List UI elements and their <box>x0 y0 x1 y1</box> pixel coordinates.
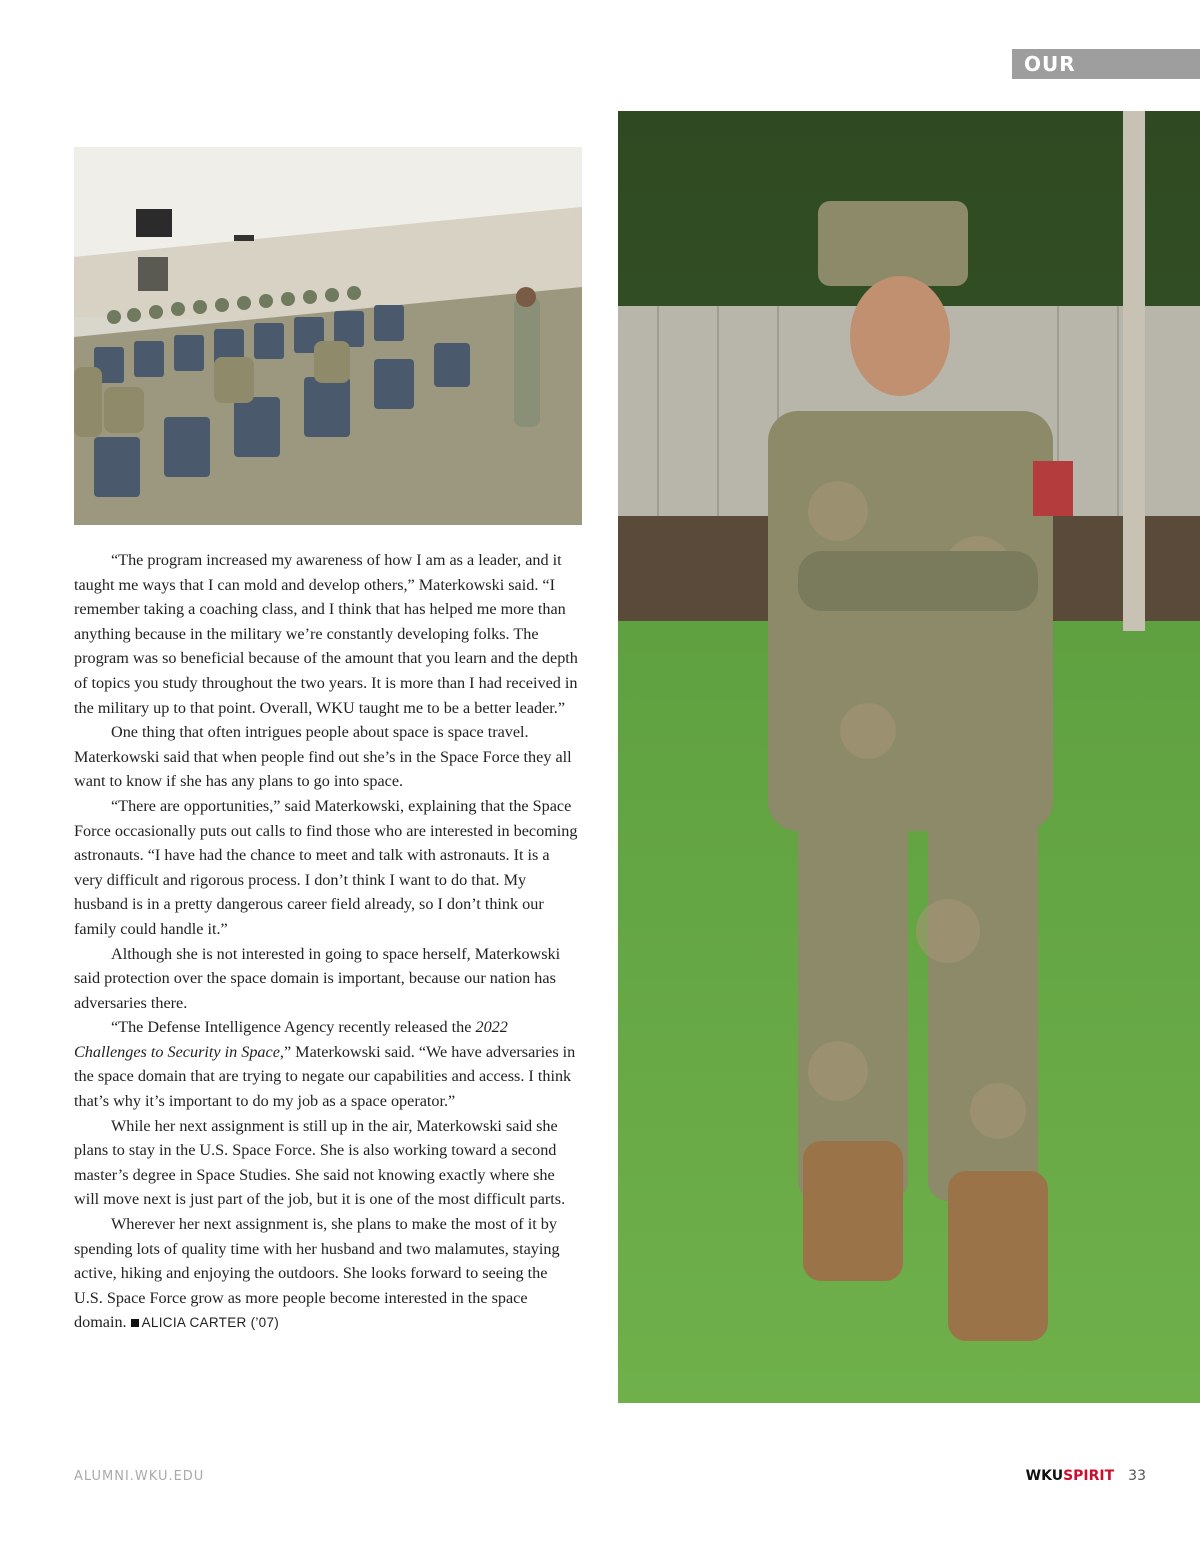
paragraph-text: ,” Materkowski said. “We have adversaries in the space domain that are trying to negate our capabilities and access. I think that’s why it’s important to do my job as a space operator.” <box>74 1042 576 1111</box>
footer-brand <box>1026 1468 1146 1484</box>
page-number: 33 <box>1128 1468 1146 1484</box>
author-byline: ALICIA CARTER (’07) <box>141 1315 280 1331</box>
paragraph-text: Wherever her next assignment is, she plans to make the most of it by spending lots of quality time with her husband and two malamutes, staying active, hiking and enjoying the outdoors. She looks forward to seeing the U.S. Space Force grow as more people become interested in the space domain. <box>74 1215 560 1332</box>
article-paragraph <box>74 1212 580 1336</box>
article-paragraph: Although she is not interested in going to space herself, Materkowski said protection over the space domain is important, because our nation has adversaries there. <box>74 944 561 1012</box>
brand-primary: WKU <box>1025 1468 1064 1484</box>
article-paragraph: “The program increased my awareness of how I am as a leader, and it taught me ways that I can mold and develop others,” Materkowski said. “I remember taking a coaching class, and I think that has helped me more than anything because in the military we’re constantly developing folks. The program was so beneficial because of the amount that you learn and the depth of topics you study throughout the two years. It is more than I had received in the military up to that point. Overall, WKU taught me to be a better leader.” <box>74 551 578 717</box>
article-paragraph: One thing that often intrigues people about space is space travel. Materkowski said that when people find out she’s in the Space Force they all want to know if she has any plans to go into space. <box>74 723 572 791</box>
report-title: 2022 Challenges to Security in Space <box>74 1018 508 1061</box>
section-label: OUR STUDENTS <box>1012 49 1200 79</box>
article-paragraph: “There are opportunities,” said Materkowski, explaining that the Space Force occasionally puts out calls to find those who are interested in becoming astronauts. “I have had the chance to meet and talk with astronauts. It is a very difficult and rigorous process. I don’t think I want to do that. My husband is in a pretty dangerous career field already, so I don’t think our family could handle it.” <box>74 796 578 938</box>
article-paragraph <box>74 1015 580 1113</box>
article-paragraph: While her next assignment is still up in the air, Materkowski said she plans to stay in the U.S. Space Force. She is also working toward a second master’s degree in Space Studies. She said not knowing exactly where she will move next is just part of the job, but it is one of the most difficult parts. <box>74 1116 566 1209</box>
portrait-photo <box>618 111 1200 1403</box>
article-body <box>74 548 580 1336</box>
paragraph-text: “The Defense Intelligence Agency recently released the <box>111 1018 476 1037</box>
footer-url: ALUMNI.WKU.EDU <box>74 1469 205 1484</box>
classroom-photo <box>74 147 582 525</box>
end-mark-icon <box>131 1319 139 1327</box>
brand-secondary: SPIRIT <box>1063 1468 1115 1484</box>
